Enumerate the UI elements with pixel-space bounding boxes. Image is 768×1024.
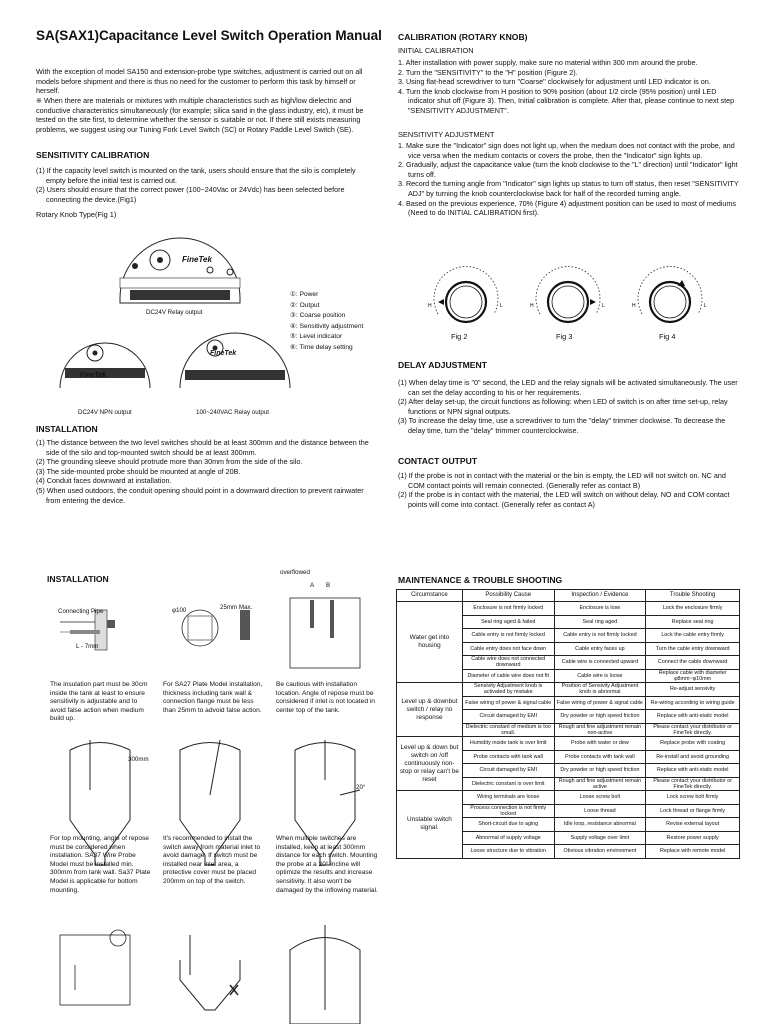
table-cell: Position of Sensivity Adjustment knob is abnormal — [554, 683, 646, 697]
figure1-caption: Rotary Knob Type(Fig 1) — [36, 210, 117, 219]
table-cell: Enclosure is not firmly locked — [462, 602, 554, 616]
table-cell: Turn the cable entry downward — [646, 642, 740, 656]
contact-list — [398, 471, 743, 509]
table-cell: Sensivity Adjustment knob is activated by mistake — [462, 683, 554, 697]
table-cell: Dry powder or high speed friction — [554, 764, 646, 778]
board-dc24v-npn — [60, 343, 150, 388]
knob-fig4 — [632, 267, 707, 322]
circumstance-cell: Level up & down but switch on /off continuously non-stop or relay can't be reset — [397, 737, 463, 791]
table-cell: Loose structure due to vibration — [462, 845, 554, 859]
contact-heading: CONTACT OUTPUT — [398, 456, 478, 466]
table-cell: Lock the cable entry firmly — [646, 629, 740, 643]
table-cell: Probe contacts with tank wall — [462, 750, 554, 764]
install-note-3: Be cautious with installation location. Angle of repose must be considered if inlet is not located in center top of the tank. — [276, 681, 375, 714]
caption-dc24v-npn: DC24V NPN output — [78, 409, 132, 416]
table-cell: Cable wire does not connected downward — [462, 656, 554, 670]
legend-item: ⑥: Time delay setting — [290, 343, 353, 351]
board-ac-relay — [180, 333, 290, 388]
table-cell: Idle loop, resistance abnormal — [554, 818, 646, 832]
install-note-4: For top mounting, angle of repose must be considered when installation. SA37 Wire Probe Model must be installed min. 300mm from tank wall. Sa37 Plate Model is applicable for bottom mounting. — [50, 835, 151, 894]
delay-list — [398, 378, 743, 436]
sensitivity-calibration-heading: SENSITIVITY CALIBRATION — [36, 150, 150, 160]
table-cell: Revise external layout — [646, 818, 740, 832]
drawing-tank-probe — [290, 925, 360, 1024]
table-cell: Lock thread or flange firmly — [646, 804, 740, 818]
legend-item: ⑤: Level indicator — [290, 333, 343, 341]
drawing-plate-model — [182, 610, 250, 646]
install-note-1: The insulation part must be 30cm inside the tank at least to ensure sensitivity is adjustable and to avoid false action when medium build up. — [50, 681, 148, 723]
table-cell: Replace with remote model — [646, 845, 740, 859]
list-item: 1. Make sure the "Indicator" sign does not light up, when the medium does not contact with the probe, and vice versa when the medium contacts or covers the probe, then the "Indicator" sign lights up. — [398, 141, 735, 160]
table-cell: Loose thread — [554, 804, 646, 818]
list-item: 1. After installation with power supply, make sure no material within 300 mm around the probe. — [398, 58, 698, 67]
list-item: 3. Record the turning angle from "Indicator" sign lights up status to turn off status, then reset "SENSITIVITY ADJ" by turning the knob counterclockwise back for half of the recorded turning angle. — [398, 179, 739, 198]
maintenance-heading: MAINTENANCE & TROUBLE SHOOTING — [398, 575, 563, 585]
initial-calibration-heading: INITIAL CALIBRATION — [398, 46, 474, 55]
table-row — [397, 683, 740, 697]
drawing-protective-cover — [180, 935, 240, 1010]
table-cell: Replace with anti-static model — [646, 710, 740, 724]
intro-paragraph: With the exception of model SA150 and extension-probe type switches, adjustment is carried out on all models before shipment and there is thus no need for the customer to perform this task by himself or herself. — [36, 67, 363, 96]
initial-calibration-list — [398, 58, 743, 116]
table-cell: Seal ring aged & failed — [462, 615, 554, 629]
fig2-caption: Fig 2 — [451, 332, 468, 341]
label-a: A — [310, 582, 315, 589]
svg-text:H: H — [530, 303, 534, 309]
svg-text:H: H — [428, 303, 432, 309]
installation-list — [36, 438, 376, 505]
table-row — [397, 791, 740, 805]
list-item: (2) After delay set-up, the circuit functions as following: when LED of switch is on after time set-up, relay functions or NPN signal outputs. — [398, 397, 728, 416]
legend-item: ②: Output — [290, 301, 320, 309]
table-row — [397, 737, 740, 751]
knob-fig2 — [428, 267, 503, 322]
table-cell: Wiring terminals are loose — [462, 791, 554, 805]
table-cell: Replace seal ring — [646, 615, 740, 629]
column-header: Possibility Cause — [462, 590, 554, 602]
table-row — [397, 602, 740, 616]
drawing-outdoor — [60, 930, 130, 1005]
column-header: Circumstance — [397, 590, 463, 602]
label-overflowed: overflowed — [280, 569, 310, 576]
calibration-heading: CALIBRATION (ROTARY KNOB) — [398, 32, 528, 42]
label-20deg: 20° — [356, 784, 366, 791]
caption-ac-relay: 100~240VAC Relay output — [196, 409, 269, 416]
svg-text:L: L — [602, 303, 605, 309]
circumstance-cell: Water get into housing — [397, 602, 463, 683]
list-item: (3) The side-mounted probe should be mounted at angle of 20B. — [36, 466, 241, 476]
table-cell: Cable entry is not firmly locked — [462, 629, 554, 643]
table-cell: Dry powder or high speed friction — [554, 710, 646, 724]
table-cell: Seal ring aged — [554, 615, 646, 629]
table-cell: Rough and fine adjustment remain non-active — [554, 723, 646, 737]
table-cell: Humidity inside tank is over limit — [462, 737, 554, 751]
table-cell: Loose screw bolt — [554, 791, 646, 805]
legend-item: ③: Coarse position — [290, 312, 346, 320]
table-cell: Obvious vibration environment — [554, 845, 646, 859]
table-cell: Dielectric constant of medium is too small. — [462, 723, 554, 737]
list-item: 4. Turn the knob clockwise from H position to 90% position (about 1/2 circle (95% position) until LED indicator shut off (Figure 3). Then, Initial calibration is complete. After that, please continue to next step "SENSITIVITY ADJUSTMENT". — [398, 86, 735, 115]
list-item: (2) Users should ensure that the correct power (100~240Vac or 24Vdc) has been selected before connecting the device.(Fig1) — [36, 185, 345, 204]
knob-figures — [420, 262, 720, 336]
table-cell: Circuit damaged by EMI — [462, 710, 554, 724]
list-item: (2) The grounding sleeve should protrude more than 30mm from the side of the silo. — [36, 457, 303, 467]
list-item: (5) When used outdoors, the conduit opening should point in a downward direction to prevent rainwater from entering the device. — [36, 485, 364, 505]
label-25mm-max: 25mm Max. — [220, 604, 253, 611]
table-cell: Please contact your distributor or FineTek directly. — [646, 777, 740, 791]
list-item: (4) Conduit faces downward at installation. — [36, 476, 172, 486]
list-item: (2) If the probe is in contact with the material, the LED will switch on without delay. NO and COM contact points will come into contact. (Generally refer as contact A) — [398, 490, 730, 509]
label-length: L - 7mm — [76, 643, 99, 650]
list-item: 2. Turn the "SENSITIVITY" to the "H" position (Figure 2). — [398, 67, 578, 77]
installation-panel-heading: INSTALLATION — [47, 574, 109, 584]
table-cell: False wiring of power & signal cable — [554, 696, 646, 710]
table-cell: Re-install and avoid grounding — [646, 750, 740, 764]
circumstance-cell: Level up & downbut switch / relay no response — [397, 683, 463, 737]
label-phi100: φ100 — [172, 607, 187, 614]
install-note-5: It's recommended to install the switch away from material inlet to avoid damage. If switch must be installed near inlet area, a protective cover must be placed 200mm on top of the switch. — [163, 835, 261, 885]
table-cell: Cable entry faces up — [554, 642, 646, 656]
table-cell: Replace cable with diameter φ8mm~φ10mm — [646, 669, 740, 683]
brand-logo-ac: FineTek — [210, 350, 237, 357]
label-300mm: 300mm — [128, 756, 149, 763]
fig3-caption: Fig 3 — [556, 332, 573, 341]
label-b: B — [326, 582, 331, 589]
figure1-legend — [290, 290, 363, 354]
list-item: (1) If the probe is not in contact with the material or the bin is empty, the LED will not switch on. NC and COM contact points will remain connected. (Generally refer as contact B) — [398, 471, 726, 490]
table-cell: Re-wiring according to wiring guide — [646, 696, 740, 710]
table-cell: Cable entry is not firmly locked — [554, 629, 646, 643]
table-cell: Probe contacts with tank wall — [554, 750, 646, 764]
table-cell: Process connection is not firmly locked — [462, 804, 554, 818]
knob-fig3 — [530, 267, 605, 322]
intro-note: ※ When there are materials or mixtures with multiple characteristics such as high/low dielectric and conductive characteristics simultaneously (for example; silica sand in the glass industry, etc), it must be tested on the site first, to determine whether the sensor is suitable or not. If there still exists measuring problems, we suggest using our Tuning Fork Level Switch (SC) or Rotary Paddle Level Switch (SE). — [36, 96, 364, 134]
table-cell: Abnormal of supply voltage — [462, 831, 554, 845]
column-header: Trouble Shooting — [646, 590, 740, 602]
legend-item: ④: Sensitivity adjustment — [290, 322, 364, 330]
table-cell: Cable wire is connected upward — [554, 656, 646, 670]
list-item: 2. Gradually, adjust the capacitance value (turn the knob clockwise to the "L" direction) until "Indicator" light turns off. — [398, 160, 738, 179]
svg-text:L: L — [500, 303, 503, 309]
maintenance-table — [396, 589, 740, 859]
list-item: (1) When delay time is "0" second, the LED and the relay signals will be activated simultaneously. The user can set the delay according to his or her requirements. — [398, 378, 738, 397]
table-cell: Replace with anti-static model — [646, 764, 740, 778]
table-cell: False wiring of power & signal cable — [462, 696, 554, 710]
table-cell: Cable entry does not face down — [462, 642, 554, 656]
table-cell: Lock the enclosure firmly — [646, 602, 740, 616]
circumstance-cell: Unstable switch signal. — [397, 791, 463, 859]
table-cell: Cable wire is loose — [554, 669, 646, 683]
page-title: SA(SAX1)Capacitance Level Switch Operation Manual — [36, 28, 382, 43]
table-cell: Please contact your distributor or FineTek directly. — [646, 723, 740, 737]
list-item: (3) To increase the delay time, use a screwdriver to turn the "delay" trimmer clockwise. To decrease the delay time, turn the "delay" trimmer counterclockwise. — [398, 416, 726, 435]
fig4-caption: Fig 4 — [659, 332, 676, 341]
table-cell: Diameter of cable wire does not fit — [462, 669, 554, 683]
column-header: Inspection / Evidence — [554, 590, 646, 602]
sensitivity-adjustment-heading: SENSITIVITY ADJUSTMENT — [398, 130, 495, 139]
legend-item: ①: Power — [290, 291, 319, 298]
list-item: (1) If the capacity level switch is mounted on the tank, users should ensure that the silo is completely empty before the initial test is carried out. — [36, 166, 356, 185]
table-cell: Rough and fine adjustment remain active — [554, 777, 646, 791]
caption-dc24v-relay: DC24V Relay output — [146, 309, 203, 316]
delay-heading: DELAY ADJUSTMENT — [398, 360, 487, 370]
table-cell: Replace probe with coating — [646, 737, 740, 751]
board-dc24v-relay — [120, 238, 240, 303]
brand-logo-npn: FineTek — [80, 372, 107, 379]
install-note-6: When multiple switches are installed, keep at least 300mm distance for each switch. Mounting the probe at a 20° incline will optimize the results and increase sensitivity. It also won't be damaged by the inflowing material. — [276, 835, 378, 894]
installation-heading: INSTALLATION — [36, 424, 98, 434]
svg-text:L: L — [704, 303, 707, 309]
table-cell: Probe with water or dew — [554, 737, 646, 751]
table-cell: Re-adjust sensivity — [646, 683, 740, 697]
table-cell: Dielectric constant is over limit — [462, 777, 554, 791]
table-cell: Connect the cable downward — [646, 656, 740, 670]
table-cell: Lock screw bolt firmly — [646, 791, 740, 805]
table-cell: Restore power supply — [646, 831, 740, 845]
table-header-row — [397, 590, 740, 602]
list-item: (1) The distance between the two level switches should be at least 300mm and the distance between the side of the silo and top-mounted switch should be at least 300mm. — [36, 438, 369, 457]
sensitivity-adjustment-list — [398, 141, 743, 218]
table-cell: Circuit damaged by EMI — [462, 764, 554, 778]
sensitivity-calibration-list — [36, 166, 366, 204]
list-item: 3. Using flat-head screwdriver to turn "Coarse" clockwisely for adjustment until LED indicator is on. — [398, 77, 711, 87]
install-note-2: For SA27 Plate Model installation, thickness including tank wall & connection flange must be less than 25mm to advoid false action. — [163, 681, 263, 714]
brand-logo-top: FineTek — [182, 255, 212, 264]
table-cell: Short-circuit due to aging — [462, 818, 554, 832]
list-item: 4. Based on the previous experience, 70% (Figure 4) adjustment position can be used to most of mediums (Need to do INITIAL CALIBRATION first). — [398, 198, 736, 218]
table-cell: Supply voltage over limit — [554, 831, 646, 845]
label-connecting-pipe: Connecting Pipe — [58, 608, 104, 615]
svg-text:H: H — [632, 303, 636, 309]
table-cell: Enclosure is lose — [554, 602, 646, 616]
drawing-overflow — [290, 598, 360, 668]
